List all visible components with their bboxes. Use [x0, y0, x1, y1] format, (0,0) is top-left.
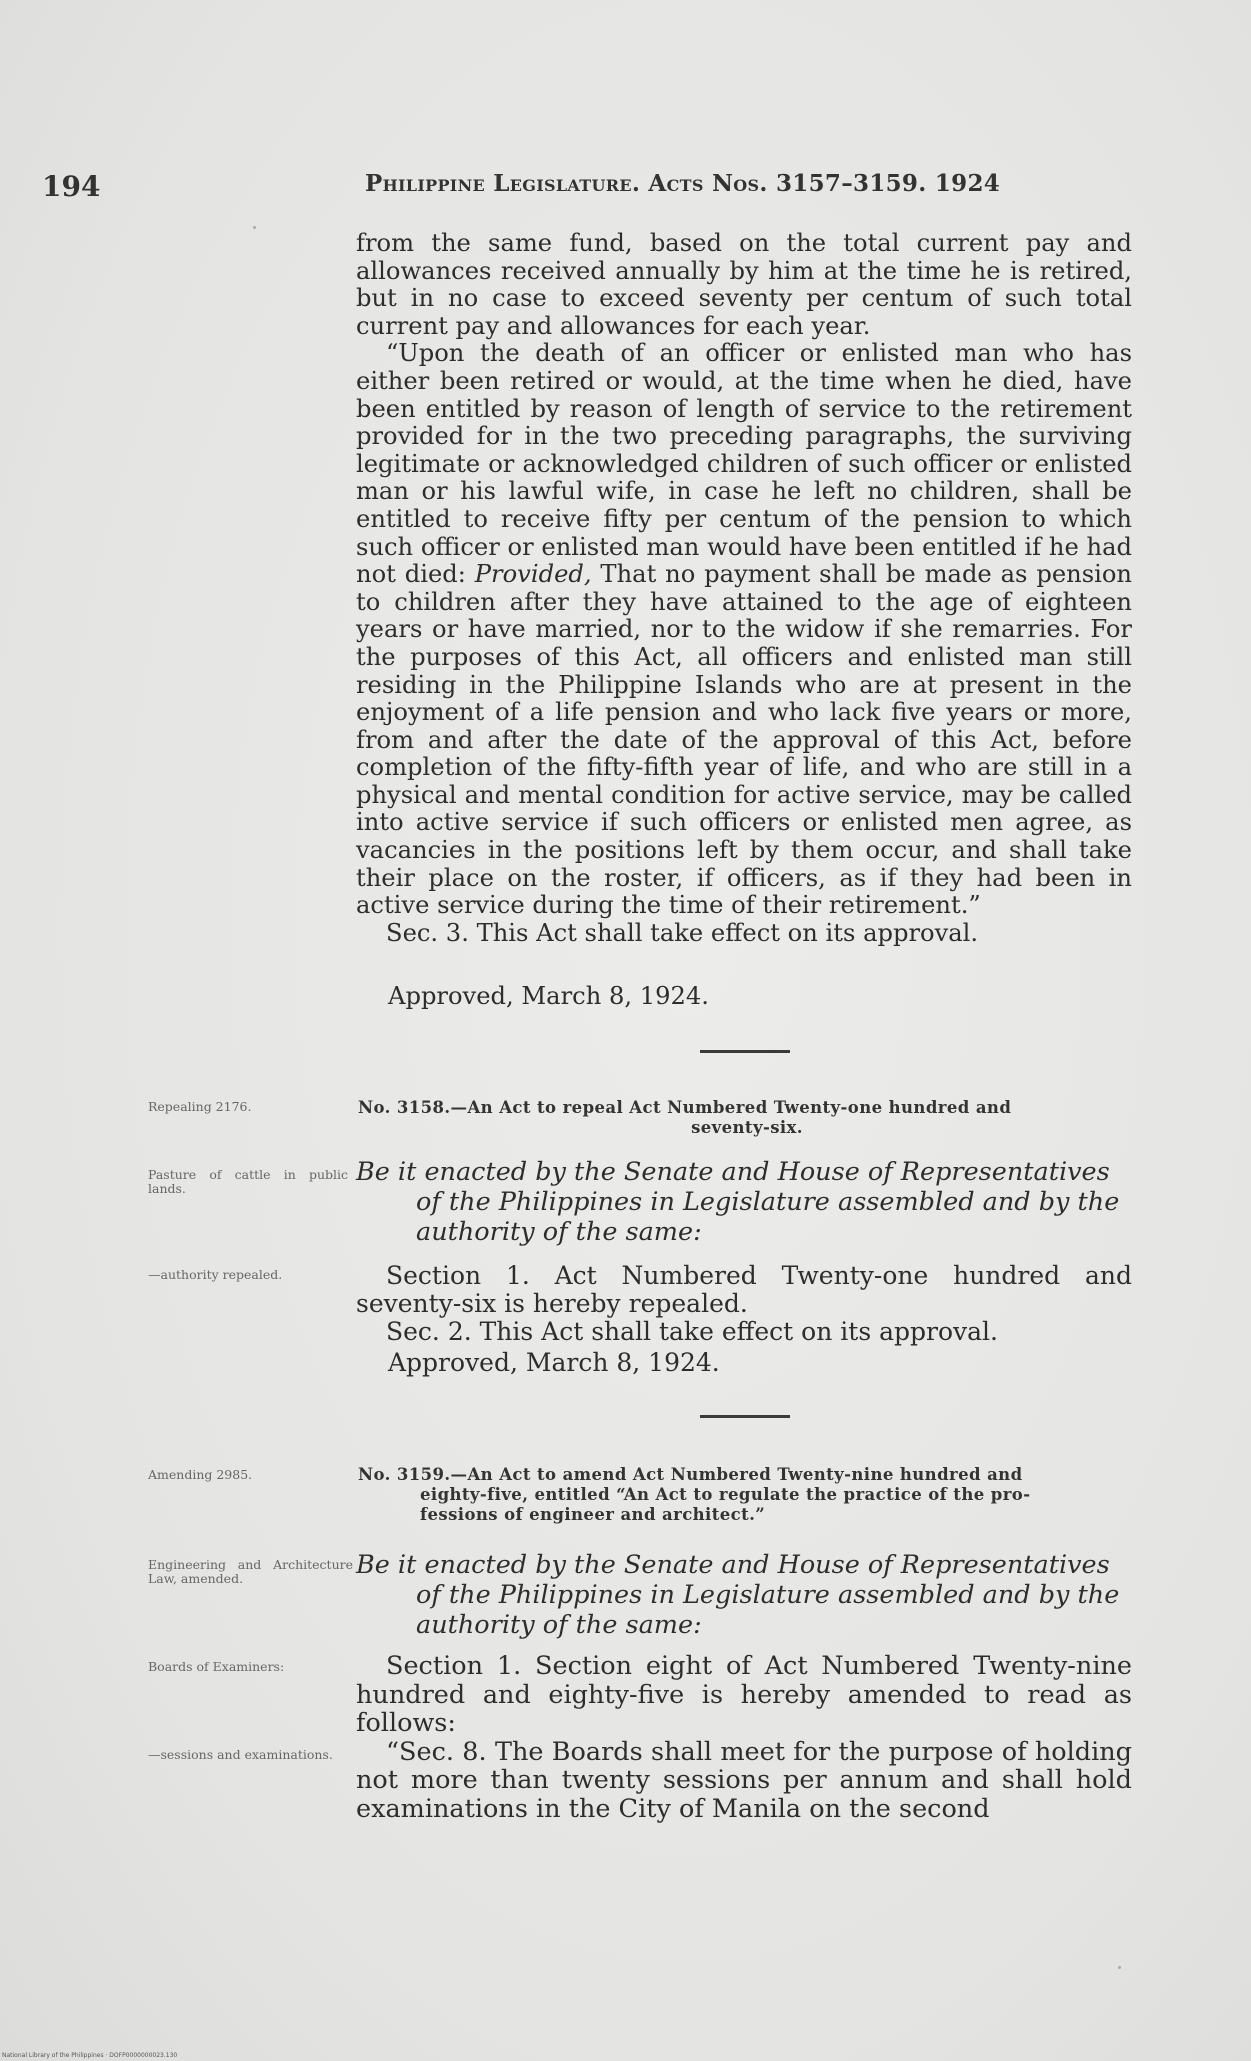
paragraph-text: That no payment shall be made as pension to children after they have attained to the age of eighteen years or have married, nor to the widow if she remarries. For the purposes of this Act, all officers and enlisted man still residing in the Philippine Islands who are at present in the enjoyment of a life pension and who lack five years or more, from and after the date of the approval of this Act, before completion of the fifty-fifth year of life, and who are still in a physical and mental condition for active service, may be called into active service if such officers or enlisted men agree, as vacancies in the positions left by them occur, and shall take their place on the roster, if officers, as if they had been in active service during the time of their retirement.” [356, 560, 1132, 920]
margin-note: Boards of Examiners: [148, 1659, 285, 1674]
act-heading-line: seventy-six. [691, 1118, 803, 1137]
running-head: Philippine Legislature. Acts Nos. 3157–3159. 1924 [365, 170, 1001, 197]
approval-date: Approved, March 8, 1924. [388, 1348, 720, 1377]
section-divider [700, 1050, 790, 1053]
margin-note: Engineering and Architecture Law, amended. [148, 1557, 353, 1586]
enacting-clause [356, 1157, 1136, 1247]
margin-note: Repealing 2176. [148, 1099, 252, 1114]
act-heading-line: No. 3158.—An Act to repeal Act Numbered Twenty-one hundred and [358, 1098, 1012, 1117]
enacting-line: Be it enacted by the Senate and House of Representatives [356, 1157, 1110, 1187]
scan-speck [253, 226, 256, 229]
page-number: 194 [42, 170, 101, 203]
enacting-line: of the Philippines in Legislature assembled and by the [416, 1187, 1120, 1217]
act-heading [358, 1465, 1136, 1525]
paragraph-text: “Upon the death of an officer or enlisted man who has either been retired or would, at the time when he died, have been entitled by reason of length of service to the retirement provided for in the two preceding paragraphs, the surviving legitimate or acknowledged children of such officer or enlisted man or his lawful wife, in case he left no children, shall be entitled to receive fifty per centum of the pension to which such officer or enlisted man would have been entitled if he had not died: [356, 339, 1132, 589]
enacting-line: Be it enacted by the Senate and House of Representatives [356, 1550, 1110, 1580]
act-3157-body [356, 230, 1132, 947]
enacting-line: authority of the same: [416, 1217, 702, 1247]
margin-note: —sessions and examinations. [148, 1747, 333, 1762]
enacting-clause [356, 1550, 1136, 1640]
section-8: “Sec. 8. The Boards shall meet for the purpose of holding not more than twenty sessions per annum and shall hold examinations in the City of Manila on the second [356, 1736, 1132, 1824]
section-1: Section 1. Act Numbered Twenty-one hundred and seventy-six is hereby repealed. [356, 1261, 1132, 1318]
scan-speck [1118, 1966, 1121, 1969]
margin-note: Amending 2985. [148, 1467, 253, 1482]
act-heading-line: No. 3159.—An Act to amend Act Numbered Twenty-nine hundred and [358, 1465, 1023, 1484]
act-3159-body [356, 1652, 1132, 1823]
enacting-line: authority of the same: [416, 1610, 702, 1640]
act-heading-line: fessions of engineer and architect.” [420, 1505, 766, 1524]
scan-credit: National Library of the Philippines · DOFP0000000023.130 [2, 2052, 178, 2059]
margin-note: —authority repealed. [148, 1267, 283, 1282]
act-heading [358, 1098, 1136, 1138]
section-1: Section 1. Section eight of Act Numbered Twenty-nine hundred and eighty-five is hereby amended to read as follows: [356, 1651, 1132, 1738]
enacting-line: of the Philippines in Legislature assembled and by the [416, 1580, 1120, 1610]
act-heading-line: eighty-five, entitled “An Act to regulate the practice of the pro- [420, 1485, 1031, 1504]
section-2: Sec. 2. This Act shall take effect on its approval. [386, 1317, 998, 1346]
proviso-word: Provided, [474, 560, 592, 589]
section-divider [700, 1415, 790, 1418]
paragraph: from the same fund, based on the total current pay and allowances received annually by him at the time he is retired, but in no case to exceed seventy per centum of such total current pay and allowances for each year. [356, 229, 1132, 340]
margin-note: Pasture of cattle in public lands. [148, 1167, 348, 1196]
paragraph [356, 340, 1132, 919]
approval-date: Approved, March 8, 1924. [388, 982, 709, 1010]
act-3158-body [356, 1262, 1132, 1346]
section-3: Sec. 3. This Act shall take effect on its approval. [386, 918, 979, 947]
